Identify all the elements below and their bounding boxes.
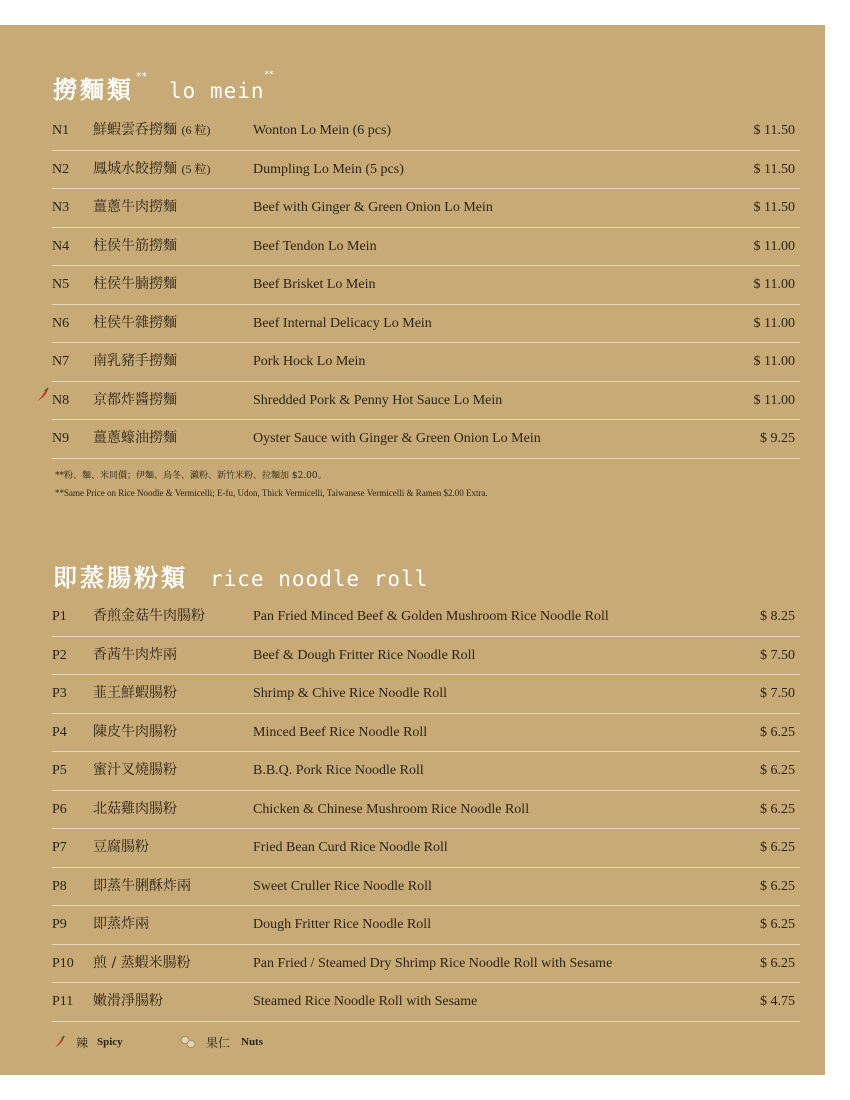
menu-item-row <box>52 752 800 791</box>
item-name-zh: 煎 / 蒸蝦米腸粉 <box>93 954 191 971</box>
item-name-zh: 南乳豬手撈麵 <box>93 353 177 369</box>
price-note-zh: **粉、麵、米同價；伊麵、烏冬、瀨粉、新竹米粉、拉麵加 $2.00。 <box>55 471 327 481</box>
item-code: P6 <box>52 801 67 817</box>
item-price: $ 8.25 <box>760 609 795 624</box>
item-price: $ 6.25 <box>760 955 795 971</box>
item-name-zh <box>93 112 210 149</box>
legend-spicy-en: Spicy <box>97 1036 123 1048</box>
menu-item-row <box>52 112 800 151</box>
section-title-stars: ** <box>136 70 147 83</box>
item-name-en: Dumpling Lo Mein (5 pcs) <box>253 161 404 177</box>
item-price: $ 6.25 <box>760 878 795 894</box>
menu-item-row <box>52 945 800 984</box>
item-price: $ 11.00 <box>753 392 795 408</box>
item-name-zh: 韮王鮮蝦腸粉 <box>93 685 177 701</box>
menu-item-row <box>52 714 800 753</box>
item-price: $ 11.00 <box>753 238 795 254</box>
item-price: $ 6.25 <box>760 763 795 778</box>
item-code: P4 <box>52 724 67 740</box>
item-price: $ 11.50 <box>753 200 795 215</box>
item-name-en: Steamed Rice Noodle Roll with Sesame <box>253 994 478 1009</box>
item-name-en: Dough Fritter Rice Noodle Roll <box>253 917 432 932</box>
item-code: P7 <box>52 840 67 855</box>
item-price: $ 6.25 <box>760 724 795 740</box>
menu-item-row <box>52 906 800 945</box>
menu-item-row <box>52 305 800 344</box>
item-name-zh: 北菇雞肉腸粉 <box>93 800 177 817</box>
item-name-en: Minced Beef Rice Noodle Roll <box>253 724 428 740</box>
menu-item-row <box>52 343 800 382</box>
item-price: $ 7.50 <box>760 647 795 663</box>
section-title-en: lo mein <box>169 79 265 103</box>
menu-item-row <box>52 420 800 459</box>
item-name-zh: 豆腐腸粉 <box>93 839 149 855</box>
item-name-en: Beef Brisket Lo Mein <box>253 277 376 292</box>
item-name-zh: 香煎金菇牛肉腸粉 <box>93 608 205 624</box>
item-name-en: Pan Fried / Steamed Dry Shrimp Rice Noodle Roll with Sesame <box>253 955 613 971</box>
item-price: $ 4.75 <box>760 994 795 1009</box>
item-price: $ 6.25 <box>760 917 795 932</box>
chili-pepper-icon <box>34 387 50 403</box>
item-price: $ 9.25 <box>760 431 795 446</box>
item-price: $ 11.00 <box>753 277 795 292</box>
item-name-en: B.B.Q. Pork Rice Noodle Roll <box>253 763 424 778</box>
item-name-en: Beef Internal Delicacy Lo Mein <box>253 315 432 331</box>
item-name-zh: 柱侯牛筋撈麵 <box>93 237 177 254</box>
item-name-en: Beef with Ginger & Green Onion Lo Mein <box>253 200 493 215</box>
item-code: P9 <box>52 917 67 932</box>
menu-item-row <box>52 266 800 305</box>
section-heading-lo-mein <box>53 70 274 105</box>
item-name-zh: 香茜牛肉炸兩 <box>93 646 177 663</box>
item-price: $ 11.50 <box>753 123 795 138</box>
menu-item-row <box>52 868 800 907</box>
price-note-en: **Same Price on Rice Noodle & Vermicelli; E-fu, Udon, Thick Vermicelli, Taiwanese Vermicelli & Ramen $2.00 Extra. <box>55 488 488 498</box>
menu-item-row <box>52 829 800 868</box>
item-name-en: Beef & Dough Fritter Rice Noodle Roll <box>253 647 476 663</box>
item-name-en: Pork Hock Lo Mein <box>253 354 366 369</box>
item-code: P2 <box>52 647 67 663</box>
menu-item-row-spicy <box>52 382 800 421</box>
item-code: N5 <box>52 277 70 292</box>
item-code: N3 <box>52 200 70 215</box>
item-name-zh: 柱侯牛雜撈麵 <box>93 314 177 331</box>
item-code: N1 <box>52 123 70 138</box>
item-code: P5 <box>52 763 67 778</box>
item-code: N2 <box>52 161 70 177</box>
legend-nuts-zh: 果仁 <box>206 1036 231 1050</box>
item-name-zh: 薑蔥蠔油撈麵 <box>93 430 177 446</box>
section-title-zh: 撈麵類 <box>53 76 134 104</box>
menu-item-row <box>52 675 800 714</box>
item-name-zh: 即蒸牛脷酥炸兩 <box>93 877 191 894</box>
chili-pepper-icon <box>52 1035 66 1049</box>
item-price: $ 11.00 <box>753 354 795 369</box>
item-name-zh: 蜜汁叉燒腸粉 <box>93 762 177 778</box>
section-title-en-stars: ** <box>264 70 274 80</box>
menu-item-row <box>52 189 800 228</box>
item-name-en: Chicken & Chinese Mushroom Rice Noodle Roll <box>253 801 530 817</box>
item-name-en: Sweet Cruller Rice Noodle Roll <box>253 878 432 894</box>
item-code: P8 <box>52 878 67 894</box>
item-name-zh-note: (5 粒) <box>181 161 211 176</box>
section-heading-rice-noodle-roll <box>53 558 428 593</box>
item-price: $ 11.00 <box>753 315 795 331</box>
peanut-icon <box>180 1035 196 1049</box>
item-code: P3 <box>52 686 67 701</box>
item-price: $ 6.25 <box>760 840 795 855</box>
section-title-zh: 即蒸腸粉類 <box>53 564 188 592</box>
menu-item-row <box>52 791 800 830</box>
menu-item-row <box>52 983 800 1022</box>
item-name-zh: 嫩滑淨腸粉 <box>93 993 163 1009</box>
item-name-en: Beef Tendon Lo Mein <box>253 238 377 254</box>
menu-item-row <box>52 228 800 267</box>
legend-nuts-en: Nuts <box>241 1036 264 1048</box>
menu-item-row <box>52 598 800 637</box>
menu-item-row <box>52 637 800 676</box>
item-code: N4 <box>52 238 70 254</box>
item-name-en: Shrimp & Chive Rice Noodle Roll <box>253 686 448 701</box>
item-code: P10 <box>52 955 74 971</box>
item-code: N7 <box>52 354 70 369</box>
item-name-zh: 京都炸醬撈麵 <box>93 391 177 408</box>
item-code: N9 <box>52 431 70 446</box>
section-title-en: rice noodle roll <box>210 567 429 591</box>
item-name-zh-text: 鮮蝦雲呑撈麵 <box>93 122 177 138</box>
item-code: P1 <box>52 609 67 624</box>
item-name-en: Pan Fried Minced Beef & Golden Mushroom Rice Noodle Roll <box>253 609 609 624</box>
item-code: P11 <box>52 994 74 1009</box>
menu-item-row <box>52 151 800 190</box>
item-code: N6 <box>52 315 70 331</box>
item-name-en: Shredded Pork & Penny Hot Sauce Lo Mein <box>253 392 503 408</box>
item-name-en: Fried Bean Curd Rice Noodle Roll <box>253 840 448 855</box>
legend-spicy-zh: 辣 <box>76 1036 89 1050</box>
item-name-zh: 柱侯牛腩撈麵 <box>93 276 177 292</box>
item-name-zh-text: 鳳城水餃撈麵 <box>93 160 177 177</box>
item-price: $ 7.50 <box>760 686 795 701</box>
rice-noodle-roll-list <box>52 598 800 1022</box>
item-name-zh: 陳皮牛肉腸粉 <box>93 723 177 740</box>
item-name-zh-note: (6 粒) <box>181 123 211 137</box>
item-price: $ 6.25 <box>760 801 795 817</box>
item-name-en: Oyster Sauce with Ginger & Green Onion Lo Mein <box>253 431 541 446</box>
item-name-zh: 薑蔥牛肉撈麵 <box>93 199 177 215</box>
item-name-zh <box>93 151 210 188</box>
item-code: N8 <box>52 392 70 408</box>
lo-mein-list <box>52 112 800 459</box>
item-price: $ 11.50 <box>753 161 795 177</box>
item-name-en: Wonton Lo Mein (6 pcs) <box>253 123 392 138</box>
item-name-zh: 即蒸炸兩 <box>93 916 149 932</box>
